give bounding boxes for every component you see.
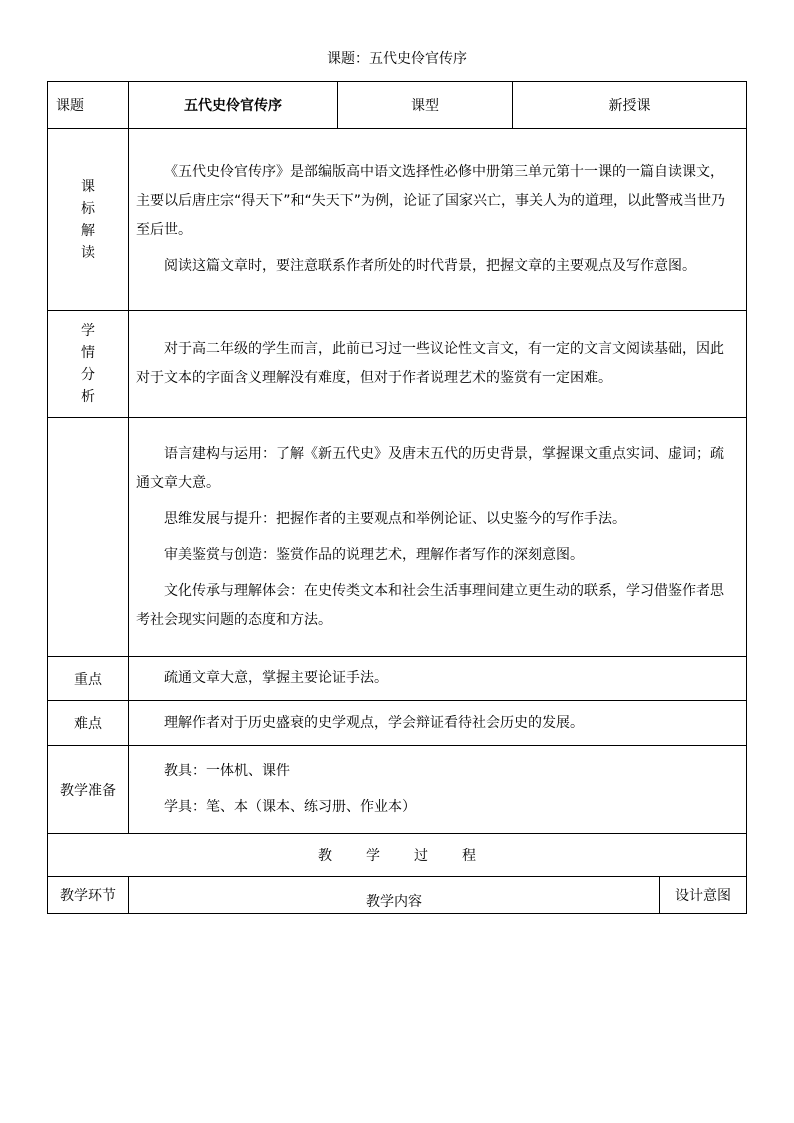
process-title-cell [48, 834, 747, 877]
student-analysis-label: 学 情 分 析 [48, 311, 129, 418]
focus-row [48, 657, 747, 701]
focus-text: 疏通文章大意，掌握主要论证手法。 [164, 670, 388, 686]
topic-label: 课题 [48, 82, 129, 129]
focus-label: 重点 [48, 657, 129, 701]
objective-item: 语言建构与运用：了解《新五代史》及唐末五代的历史背景，掌握课文重点实词、虚词；疏通文章大意。 [136, 445, 724, 491]
content-column-header: 教学内容 [129, 877, 660, 914]
objectives-row [48, 418, 747, 657]
preparation-label: 教学准备 [48, 746, 129, 834]
difficulty-label: 难点 [48, 701, 129, 746]
preparation-content [129, 746, 747, 834]
difficulty-text: 理解作者对于历史盛衰的史学观点，学会辩证看待社会历史的发展。 [164, 714, 584, 731]
document-title: 课题：五代史伶官传序 [327, 51, 467, 67]
process-header-row [48, 877, 747, 914]
student-analysis-row [48, 311, 747, 418]
intent-column-header: 设计意图 [660, 877, 747, 914]
student-analysis-paragraph: 对于高二年级的学生而言，此前已习过一些议论性文言文，有一定的文言文阅读基础，因此对于文本的字面含义理解没有难度，但对于作者说理艺术的鉴赏有一定困难。 [136, 341, 724, 386]
lesson-plan-table [47, 81, 747, 914]
lesson-type-value: 新授课 [513, 82, 747, 129]
process-title: 教学过程 [318, 848, 510, 864]
curriculum-row [48, 129, 747, 311]
lesson-type-label: 课型 [338, 82, 513, 129]
objectives-content [129, 418, 747, 657]
student-analysis-content [129, 311, 747, 418]
focus-content [129, 657, 747, 701]
curriculum-label: 课 标 解 读 [48, 129, 129, 311]
curriculum-paragraph: 阅读这篇文章时，要注意联系作者所处的时代背景，把握文章的主要观点及写作意图。 [164, 258, 696, 274]
header-row [48, 82, 747, 129]
preparation-row [48, 746, 747, 834]
stage-column-header: 教学环节 [48, 877, 129, 914]
curriculum-content [129, 129, 747, 311]
topic-value: 五代史伶官传序 [129, 82, 338, 129]
preparation-item: 教具：一体机、课件 [164, 763, 290, 779]
process-title-row [48, 834, 747, 877]
objective-item: 审美鉴赏与创造：鉴赏作品的说理艺术，理解作者写作的深刻意图。 [164, 546, 584, 563]
preparation-item: 学具：笔、本（课本、练习册、作业本） [164, 799, 416, 815]
difficulty-row [48, 701, 747, 746]
objective-item: 思维发展与提升：把握作者的主要观点和举例论证、以史鉴今的写作手法。 [164, 510, 626, 527]
objectives-label [48, 418, 129, 657]
objective-item: 文化传承与理解体会：在史传类文本和社会生活事理间建立更生动的联系，学习借鉴作者思考社会现实问题的态度和方法。 [136, 582, 724, 628]
difficulty-content [129, 701, 747, 746]
curriculum-paragraph: 《五代史伶官传序》是部编版高中语文选择性必修中册第三单元第十一课的一篇自读课文，主要以后唐庄宗“得天下”和“失天下”为例，论证了国家兴亡，事关人为的道理，以此警戒当世乃至后世。 [136, 164, 726, 238]
